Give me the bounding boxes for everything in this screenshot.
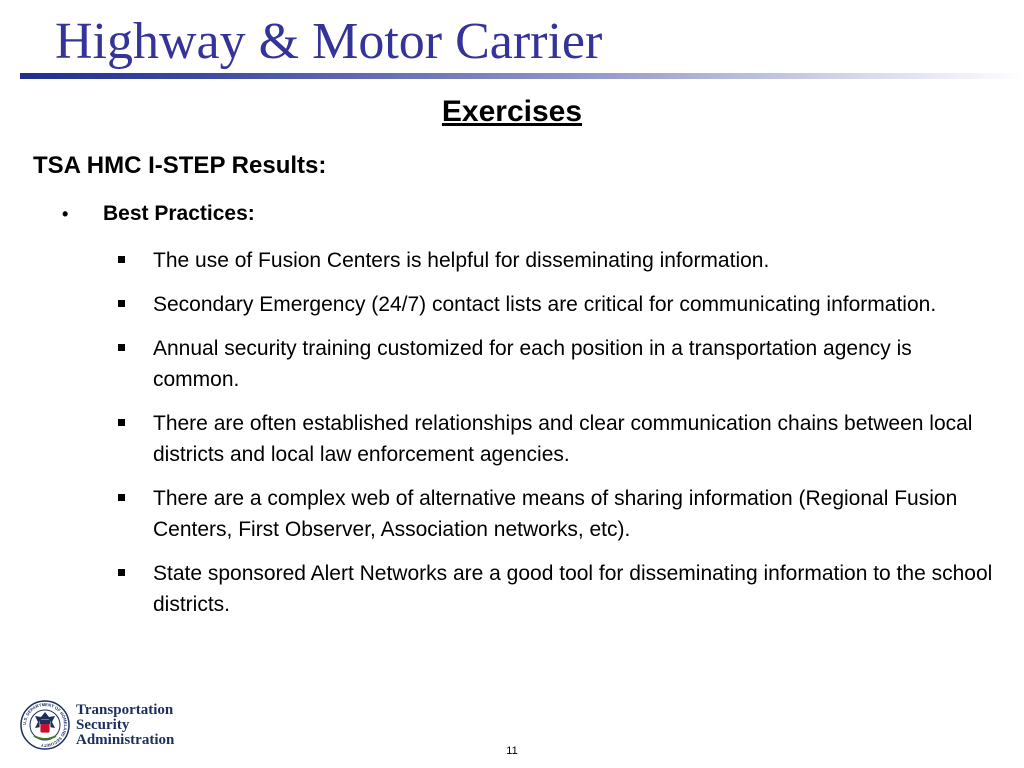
square-bullet-icon <box>112 333 153 364</box>
list-item <box>112 408 1002 470</box>
list-item <box>112 483 1002 545</box>
dhs-seal-icon <box>20 700 70 750</box>
title-underline-rule <box>20 73 1024 79</box>
seal-ring-text: U.S. DEPARTMENT OF HOMELAND SECURITY <box>21 701 69 749</box>
logo-line-3: Administration <box>76 731 175 748</box>
page-number: 11 <box>506 745 518 757</box>
list-item-text: There are often established relationships and clear communication chains between local districts and local law enforcement agencies. <box>153 412 973 466</box>
list-item <box>112 289 1002 320</box>
list-item <box>112 333 1002 395</box>
square-bullet-icon <box>112 245 153 276</box>
list-item-text: Annual security training customized for each position in a transportation agency is common. <box>153 337 912 391</box>
slide-title: Highway & Motor Carrier <box>55 13 603 70</box>
list-item-text: There are a complex web of alternative means of sharing information (Regional Fusion Centers, First Observer, Association networks, etc). <box>153 487 958 541</box>
logo-line-2: Security <box>76 716 130 733</box>
best-practices-item <box>62 199 255 229</box>
round-bullet-icon: • <box>62 204 69 224</box>
section-heading: Exercises <box>441 95 583 128</box>
list-item-text: The use of Fusion Centers is helpful for disseminating information. <box>153 249 770 272</box>
tsa-logo <box>20 700 174 750</box>
list-item-text: State sponsored Alert Networks are a good tool for disseminating information to the school districts. <box>153 562 993 616</box>
logo-line-1: Transportation <box>76 701 174 718</box>
list-item <box>112 245 1002 276</box>
results-subheading: TSA HMC I-STEP Results: <box>33 152 327 179</box>
best-practices-label: Best Practices: <box>103 202 255 225</box>
square-bullet-icon <box>112 558 153 589</box>
best-practices-list <box>112 245 1002 633</box>
square-bullet-icon <box>112 483 153 514</box>
tsa-wordmark <box>76 703 174 748</box>
list-item-text: Secondary Emergency (24/7) contact lists are critical for communicating information. <box>153 293 937 316</box>
square-bullet-icon <box>112 408 153 439</box>
square-bullet-icon <box>112 289 153 320</box>
list-item <box>112 558 1002 620</box>
